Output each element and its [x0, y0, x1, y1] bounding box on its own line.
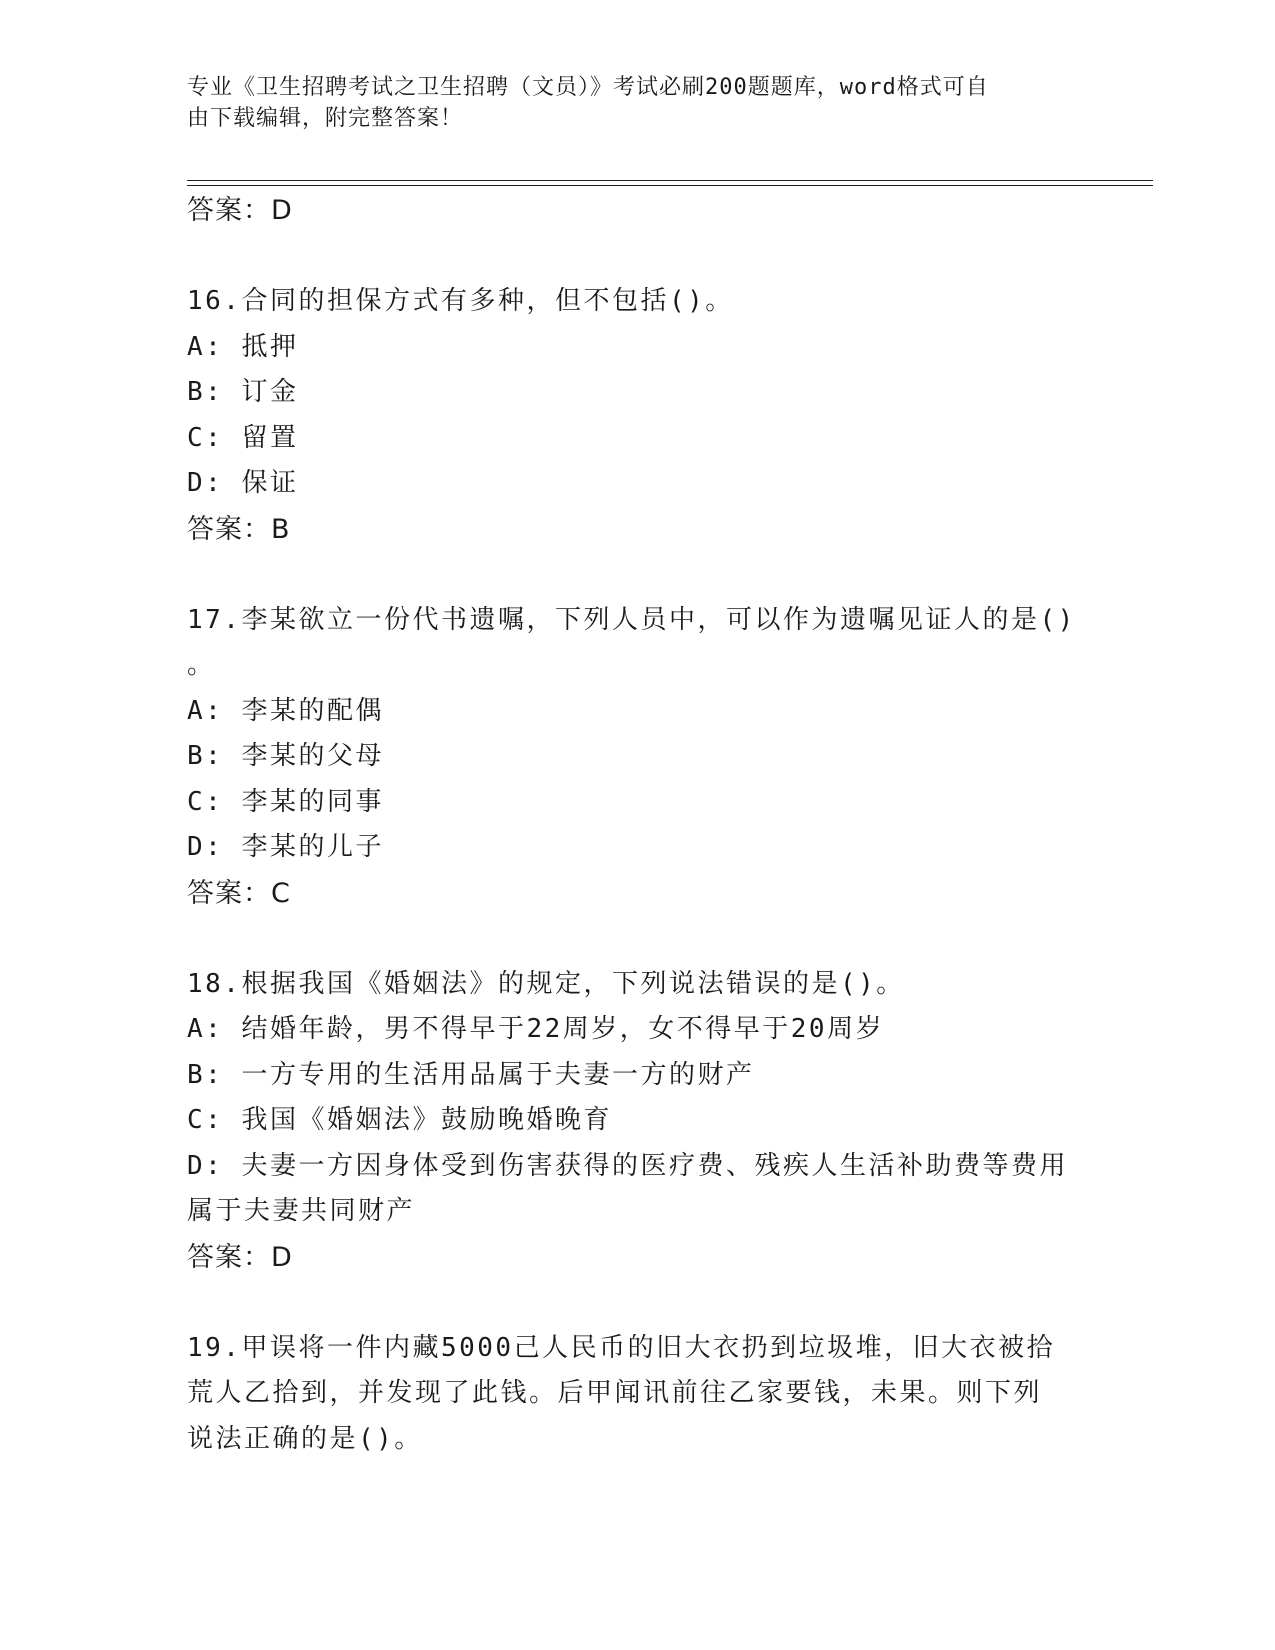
option-c: C: 李某的同事	[187, 786, 384, 817]
header-line-2: 由下载编辑，附完整答案！	[187, 106, 464, 131]
question-stem: 16.合同的担保方式有多种，但不包括()。	[187, 286, 734, 316]
answer: 答案：D	[187, 1241, 293, 1273]
spacer	[187, 552, 1087, 598]
header-divider-bottom	[187, 185, 1153, 186]
question-stem-continued: 说法正确的是()。	[187, 1423, 423, 1454]
question-16	[187, 279, 1087, 552]
option-a: A: 抵押	[187, 331, 299, 362]
option-d: D: 保证	[187, 468, 299, 498]
previous-answer: 答案：D	[187, 195, 293, 226]
header-divider-top	[187, 180, 1153, 181]
option-c: C: 我国《婚姻法》鼓励晚婚晚育	[187, 1105, 612, 1135]
spacer	[187, 234, 1087, 280]
header-line-1: 专业《卫生招聘考试之卫生招聘（文员）》考试必刷200题题库，word格式可自	[187, 75, 989, 100]
question-17	[187, 598, 1087, 917]
option-d: D: 夫妻一方因身体受到伤害获得的医疗费、残疾人生活补助费等费用	[187, 1150, 1068, 1181]
option-b: B: 一方专用的生活用品属于夫妻一方的财产	[187, 1059, 755, 1090]
question-18	[187, 962, 1087, 1281]
option-d: D: 李某的儿子	[187, 832, 384, 862]
option-a: A: 李某的配偶	[187, 695, 384, 726]
option-c: C: 留置	[187, 422, 299, 453]
option-b: B: 李某的父母	[187, 741, 384, 771]
answer: 答案：C	[187, 877, 291, 909]
spacer	[187, 916, 1087, 962]
option-d-continued: 属于夫妻共同财产	[187, 1196, 416, 1226]
question-19	[187, 1326, 1087, 1463]
question-stem: 17.李某欲立一份代书遗嘱，下列人员中，可以作为遗嘱见证人的是()	[187, 604, 1076, 635]
question-stem-continued: 。	[187, 650, 216, 680]
option-a: A: 结婚年龄，男不得早于22周岁，女不得早于20周岁	[187, 1014, 885, 1044]
answer: 答案：B	[187, 513, 291, 545]
spacer	[187, 1280, 1087, 1326]
question-stem: 18.根据我国《婚姻法》的规定，下列说法错误的是()。	[187, 968, 905, 999]
question-stem: 19.甲误将一件内藏5000己人民币的旧大衣扔到垃圾堆，旧大衣被拾	[187, 1332, 1056, 1363]
question-stem-continued: 荒人乙拾到，并发现了此钱。后甲闻讯前往乙家要钱，未果。则下列	[187, 1378, 1043, 1408]
option-b: B: 订金	[187, 377, 299, 407]
question-list	[187, 188, 1087, 1462]
page-header	[187, 72, 1067, 134]
